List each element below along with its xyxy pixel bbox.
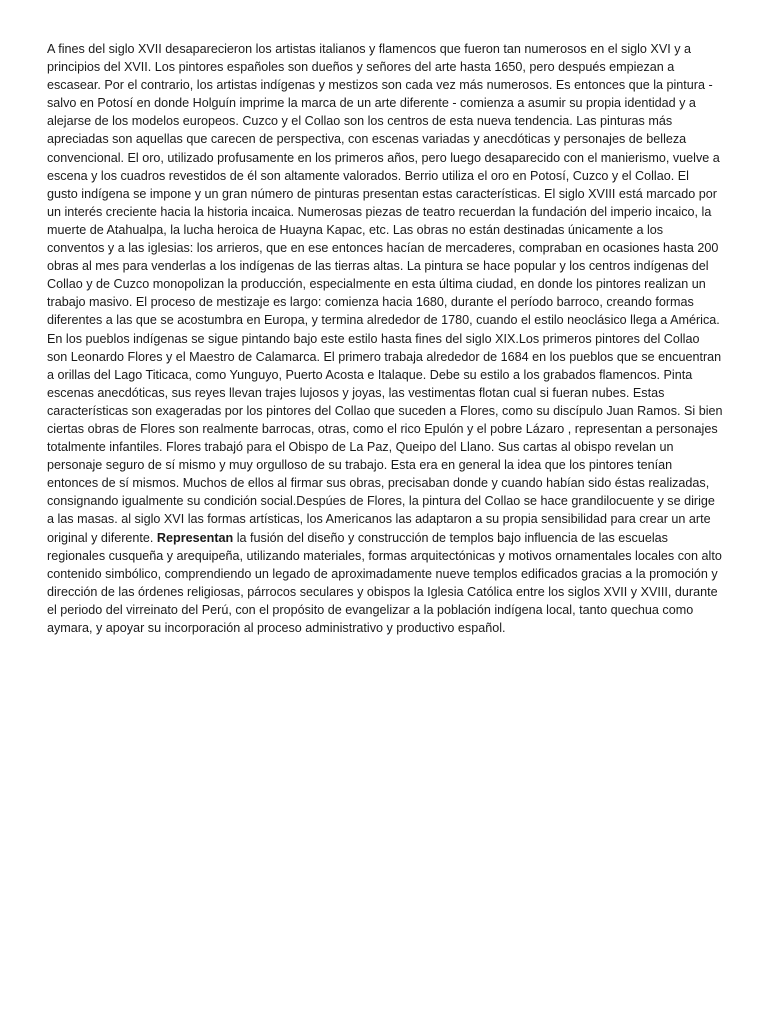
paragraph-text-start: A fines del siglo XVII desaparecieron los artistas italianos y flamencos que fueron tan numerosos en el siglo XVI y a principios del XVII. Los pintores españoles son dueños y señores del arte hasta 1650, pero después empiezan a escasear. Por el contrario, los artistas indígenas y mestizos son cada vez más numerosos. Es entonces que la pintura - salvo en Potosí en donde Holguín imprime la marca de un arte diferente - comienza a asumir su propia identidad y a alejarse de los modelos europeos. Cuzco y el Collao son los centros de esta nueva tendencia. Las pinturas más apreciadas son aquellas que carecen de perspectiva, con escenas variadas y anecdóticas y personajes de belleza convencional. El oro, utilizado profusamente en los primeros años, pero luego desaparecido con el manierismo, vuelve a escena y los cuadros revestidos de él son altamente valorados. Berrio utiliza el oro en Potosí, Cuzco y el Collao. El gusto indígena se impone y un gran número de pinturas presentan estas características. El siglo XVIII está marcado por un interés creciente hacia la historia incaica. Numerosas piezas de teatro recuerdan la fundación del imperio incaico, la muerte de Atahualpa, la lucha heroica de Huayna Kapac, etc. Las obras no están destinadas únicamente a los conventos y a las iglesias: los arrieros, que en ese entonces hacían de mercaderes, compraban en ocasiones hasta 200 obras al mes para venderlas a los indígenas de las tierras altas. La pintura se hace popular y los centros indígenas del Collao y de Cuzco monopolizan la producción, especialmente en esta última ciudad, en donde los pintores realizan un trabajo masivo. El proceso de mestizaje es largo: comienza hacia 1680, durante el período barroco, creando formas diferentes a las que se acostumbra en Europa, y termina alrededor de 1780, cuando el estilo neoclásico llega a América. En los pueblos indígenas se sigue pintando bajo este estilo hasta fines del siglo XIX.Los primeros pintores del Collao son Leonardo Flores y el Maestro de Calamarca. El primero trabaja alrededor de 1684 en los pueblos que se encuentran a orillas del Lago Titicaca, como Yunguyo, Puerto Acosta e Italaque. Debe su estilo a los grabados flamencos. Pinta escenas anecdóticas, sus reyes llevan trajes lujosos y joyas, las vestimentas flotan cual si fueran nubes. Estas características son exageradas por los pintores del Collao que suceden a Flores, como su discípulo Juan Ramos. Si bien ciertas obras de Flores son realmente barrocas, otras, como el rico Epulón y el pobre Lázaro , representan a personajes totalmente infantiles. Flores trabajó para el Obispo de La Paz, Queipo del Llano. Sus cartas al obispo revelan un personaje seguro de sí mismo y muy orgulloso de su trabajo. Esta era en general la idea que los pintores tenían entonces de sí mismos. Muchos de ellos al firmar sus obras, precisaban donde y cuando habían sido éstas realizadas, consignando igualmente su condición social.Despúes de Flores, la pintura del Collao se hace grandilocuente y se dirige a las masas. al siglo XVI las formas artísticas, los Americanos las adaptaron a su propia sensibilidad para crear un arte original y diferente.: [47, 42, 723, 545]
bold-word: Representan: [156, 530, 234, 545]
body-paragraph: [47, 40, 723, 637]
paragraph-text-end: la fusión del diseño y construcción de templos bajo influencia de las escuelas regionales cusqueña y arequipeña, utilizando materiales, formas arquitectónicas y motivos ornamentales locales con alto contenido simbólico, comprendiendo un legado de aproximadamente nueve templos edificados gracias a la promoción y dirección de las órdenes religiosas, párrocos seculares y obispos la Iglesia Católica entre los siglos XVII y XVIII, durante el periodo del virreinato del Perú, con el propósito de evangelizar a la población indígena local, tanto quechua como aymara, y apoyar su incorporación al proceso administrativo y productivo español.: [47, 530, 722, 635]
document-page: [47, 40, 723, 637]
